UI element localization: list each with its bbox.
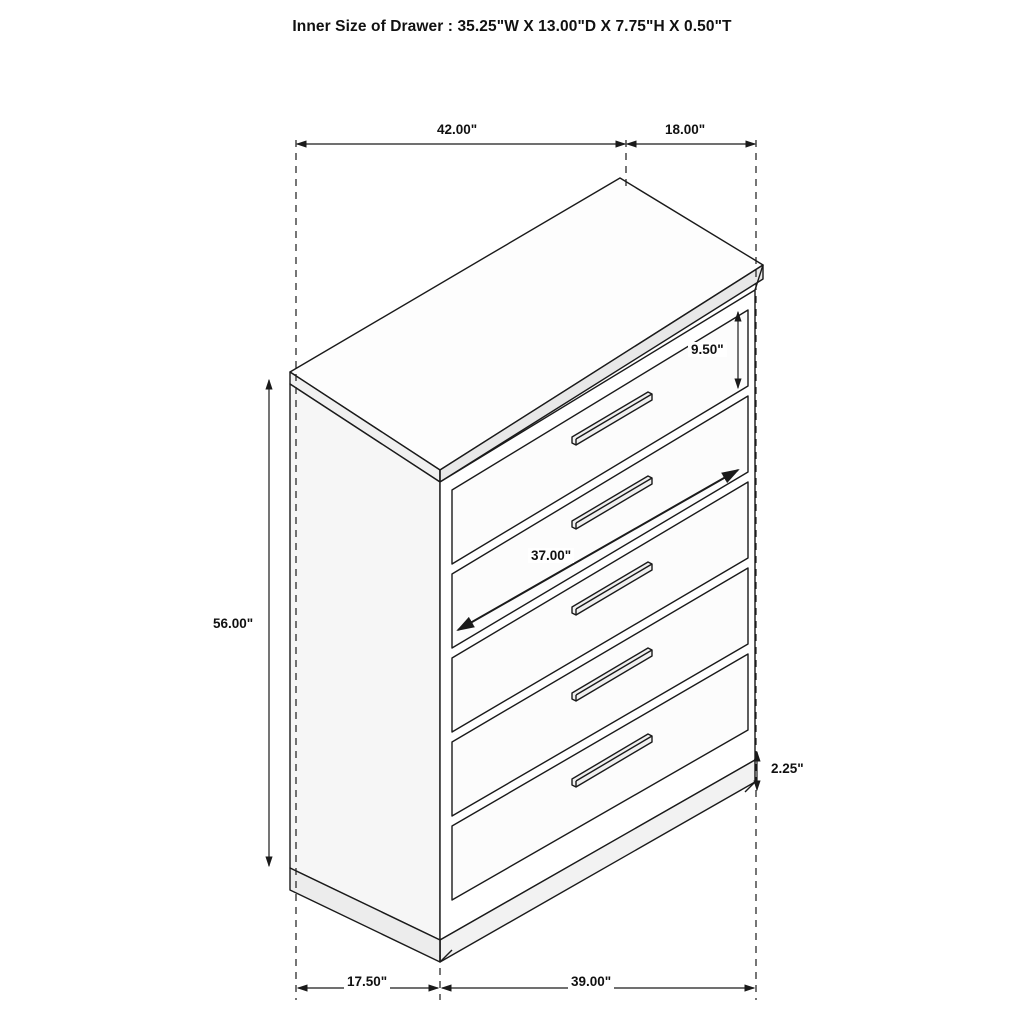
- dim-line-drawer-front-width: [458, 470, 738, 630]
- dim-label-top-depth: 18.00": [662, 122, 708, 137]
- dim-label-base-height: 2.25": [768, 761, 807, 776]
- dim-label-drawer-front-width: 37.00": [528, 548, 574, 563]
- dim-label-top-width: 42.00": [434, 122, 480, 137]
- extension-lines: [296, 140, 756, 1000]
- dim-label-base-depth: 17.50": [344, 974, 390, 989]
- dim-label-overall-height: 56.00": [210, 616, 256, 631]
- dim-label-top-drawer-height: 9.50": [688, 342, 727, 357]
- dim-label-base-width: 39.00": [568, 974, 614, 989]
- page-title: Inner Size of Drawer : 35.25"W X 13.00"D X 7.75"H X 0.50"T: [292, 18, 732, 35]
